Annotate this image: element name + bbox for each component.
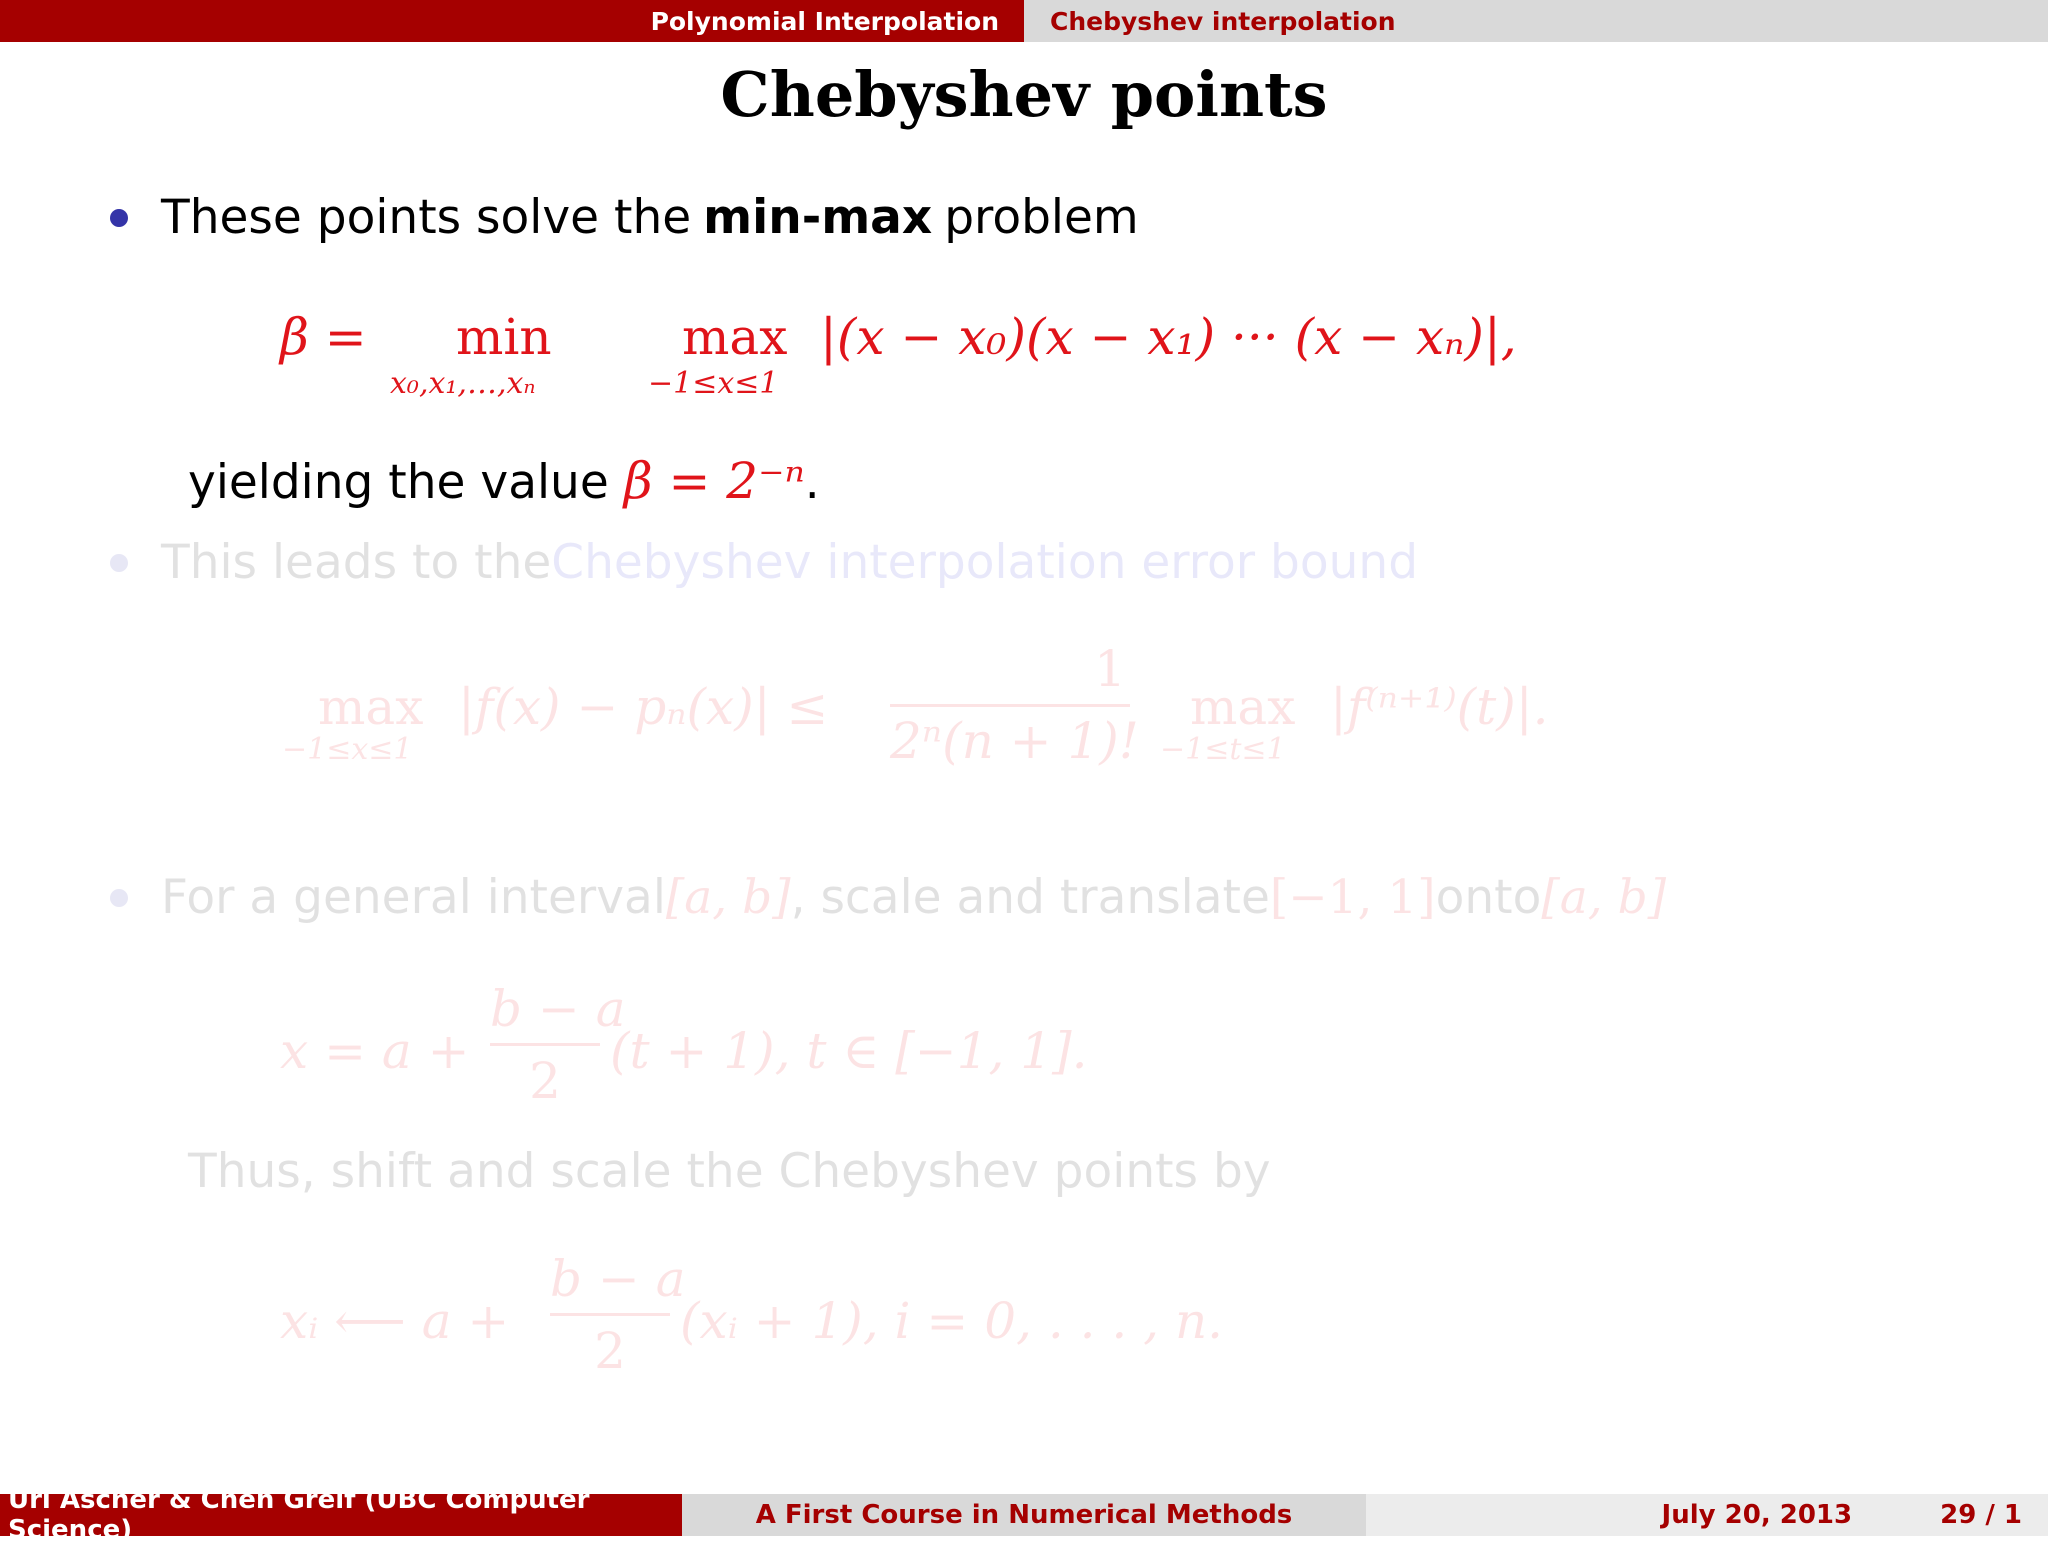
eq2-max: max xyxy=(318,678,424,736)
eq1-min-sub: x₀,x₁,…,xₙ xyxy=(390,366,536,401)
eq1-body: |(x − x₀)(x − x₁) ··· (x − xₙ)|, xyxy=(820,308,1517,366)
bullet1-post: problem xyxy=(944,190,1139,245)
eq3-bar xyxy=(490,1043,600,1046)
footer-authors-label: Uri Ascher & Chen Greif (UBC Computer Science) xyxy=(8,1485,590,1545)
bullet2-pre: This leads to the xyxy=(161,535,552,590)
bullet1-bold: min-max xyxy=(703,190,933,245)
eq2-frac-bar xyxy=(890,704,1130,707)
bullet-dot-icon xyxy=(110,889,128,907)
eq3-lhs: x = a + xyxy=(280,1022,470,1080)
bullet-general-interval xyxy=(110,870,1666,925)
bullet-dot-icon xyxy=(110,554,128,572)
thus-line: Thus, shift and scale the Chebyshev points by xyxy=(188,1144,1271,1199)
bullet-minmax xyxy=(110,190,1139,245)
footer-page-number: 29 / 1 xyxy=(1940,1500,2022,1530)
footer-date-page xyxy=(1366,1494,2048,1536)
footer-authors xyxy=(0,1485,682,1545)
eq1-max-sub: −1≤x≤1 xyxy=(648,366,779,401)
eq2-max2-sub: −1≤t≤1 xyxy=(1160,732,1286,767)
yield-post: . xyxy=(804,455,820,510)
eq4-lhs: xᵢ ⟵ a + xyxy=(280,1292,510,1350)
footer-date: July 20, 2013 xyxy=(1661,1500,1853,1530)
yielding-line xyxy=(188,452,820,510)
eq2-frac-num: 1 xyxy=(1094,640,1126,698)
footer-course-label: A First Course in Numerical Methods xyxy=(755,1500,1293,1530)
eq3-rhs: (t + 1), t ∈ [−1, 1]. xyxy=(610,1022,1088,1080)
eq1-lhs: β = xyxy=(280,308,367,366)
slide-title: Chebyshev points xyxy=(720,58,1328,131)
eq2-lhs: |f(x) − pₙ(x)| ≤ xyxy=(458,678,829,736)
bullet-error-bound xyxy=(110,535,1418,590)
eq3-num: b − a xyxy=(490,980,626,1038)
eq4-num: b − a xyxy=(550,1250,686,1308)
eq2-max2: max xyxy=(1190,678,1296,736)
header-subsection[interactable] xyxy=(1024,0,2048,42)
footer-bar xyxy=(0,1485,2048,1545)
eq2-frac-den: 2ⁿ(n + 1)! xyxy=(890,712,1139,770)
header-bar xyxy=(0,0,2048,42)
header-subsection-label: Chebyshev interpolation xyxy=(1050,6,1396,36)
bullet3-mid: , scale and translate xyxy=(790,870,1270,925)
header-section-label: Polynomial Interpolation xyxy=(650,6,999,36)
bullet1-pre: These points solve the xyxy=(161,190,692,245)
yield-pre: yielding the value xyxy=(188,455,624,510)
bullet3-int2: [−1, 1] xyxy=(1269,870,1436,925)
footer-course xyxy=(682,1494,1366,1536)
bullet3-int3: [a, b] xyxy=(1541,870,1667,925)
eq1-min: min xyxy=(456,308,552,366)
header-section[interactable] xyxy=(0,0,1024,42)
yield-eq: β = 2⁻ⁿ xyxy=(623,452,805,510)
bullet-dot-icon xyxy=(110,209,128,227)
eq4-rhs: (xᵢ + 1), i = 0, . . . , n. xyxy=(680,1292,1224,1350)
bullet3-int1: [a, b] xyxy=(665,870,791,925)
eq2-max-sub: −1≤x≤1 xyxy=(282,732,413,767)
eq2-rhs: |f⁽ⁿ⁺¹⁾(t)|. xyxy=(1330,678,1549,736)
eq4-bar xyxy=(550,1313,670,1316)
eq1-max: max xyxy=(682,308,788,366)
bullet3-mid2: onto xyxy=(1435,870,1542,925)
bullet3-pre: For a general interval xyxy=(161,870,666,925)
eq3-den: 2 xyxy=(529,1052,561,1110)
bullet2-link[interactable]: Chebyshev interpolation error bound xyxy=(551,535,1419,590)
eq4-den: 2 xyxy=(594,1322,626,1380)
